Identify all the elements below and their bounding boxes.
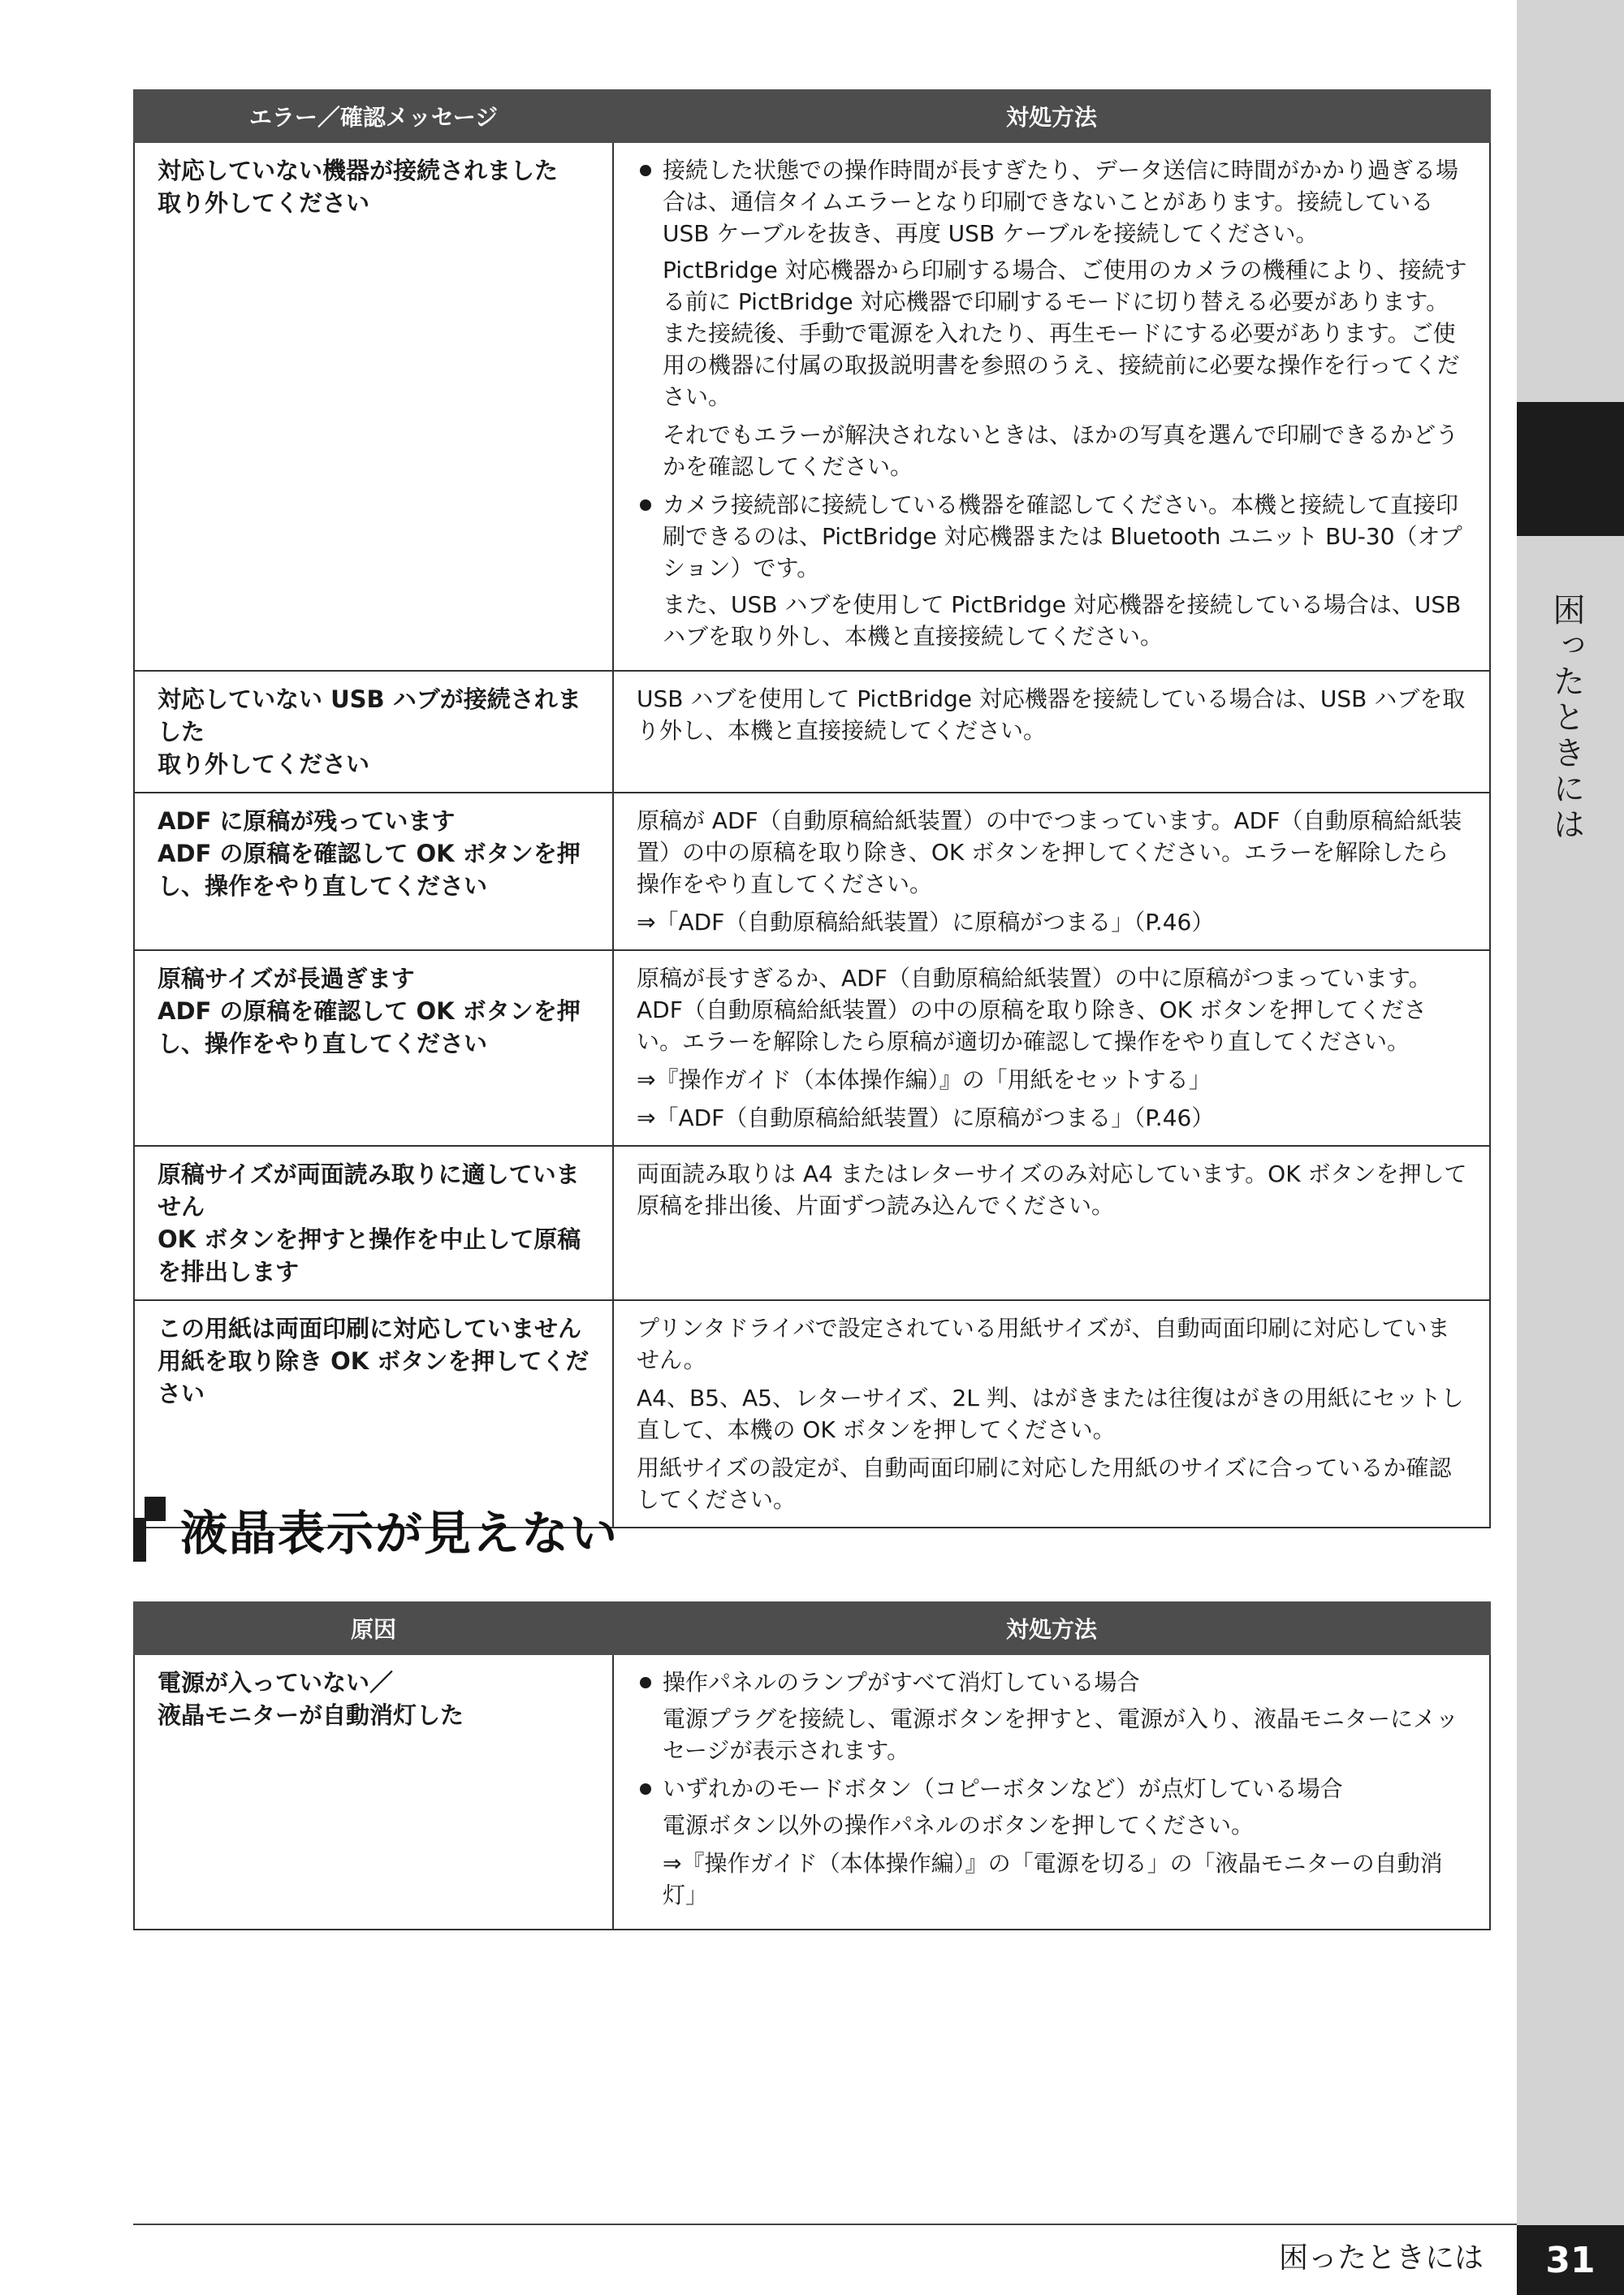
- message-cell: [134, 1654, 613, 1930]
- solution-paragraph: [637, 1452, 1471, 1515]
- message-line: 液晶モニターが自動消灯した: [158, 1701, 464, 1729]
- solution-cell: [613, 1654, 1490, 1930]
- message-line: 対応していない USB ハブが接続されました: [158, 685, 581, 746]
- side-tab-label: 困ったときには: [1548, 593, 1585, 843]
- solution-text: ⇒『操作ガイド（本体操作編）』の「用紙をセットする」: [637, 1066, 1212, 1093]
- message-cell: [134, 793, 613, 950]
- message-line: 原稿サイズが長過ぎます: [158, 965, 415, 992]
- section-marker-icon: [133, 1497, 169, 1562]
- message-cell: [134, 671, 613, 793]
- solution-text: また、USB ハブを使用して PictBridge 対応機器を接続している場合は、USB ハブを取り外し、本機と直接接続してください。: [663, 591, 1462, 650]
- table-row: [134, 1654, 1490, 1930]
- solution-text: ⇒『操作ガイド（本体操作編）』の「電源を切る」の「液晶モニターの自動消灯」: [663, 1850, 1443, 1908]
- solution-paragraph: [637, 254, 1471, 413]
- solution-text: 接続した状態での操作時間が長すぎたり、データ送信に時間がかかり過ぎる場合は、通信タイムエラーとなり印刷できないことがあります。接続しているUSB ケーブルを抜き、再度 USB ケーブルを接続してください。: [663, 157, 1459, 247]
- table-row: [134, 950, 1490, 1146]
- footer-rule: [133, 2224, 1517, 2225]
- message-line: 取り外してください: [158, 750, 370, 778]
- bullet-item: [637, 154, 1471, 249]
- solution-text: 用紙サイズの設定が、自動両面印刷に対応した用紙のサイズに合っているか確認してください。: [637, 1454, 1452, 1513]
- solution-paragraph: [637, 683, 1471, 746]
- solution-cell: [613, 950, 1490, 1146]
- bullet-icon: [640, 499, 651, 511]
- message-line: 原稿サイズが両面読み取りに適していません: [158, 1160, 580, 1221]
- solution-text: 原稿が ADF（自動原稿給紙装置）の中でつまっています。ADF（自動原稿給紙装置）の中の原稿を取り除き、OK ボタンを押してください。エラーを解除したら操作をやり直してください。: [637, 807, 1462, 897]
- section-title: 液晶表示が見えない: [180, 1506, 620, 1561]
- solution-text: 原稿が長すぎるか、ADF（自動原稿給紙装置）の中に原稿がつまっています。ADF（自動原稿給紙装置）の中の原稿を取り除き、OK ボタンを押してください。エラーを解除したら原稿が適切か確認して操作をやり直してください。: [637, 965, 1432, 1055]
- column-header-solution: 対処方法: [613, 90, 1490, 142]
- solution-paragraph: [637, 1809, 1471, 1841]
- error-message-table: [133, 89, 1491, 1528]
- table-row: [134, 142, 1490, 671]
- lcd-cause-table: [133, 1601, 1491, 1930]
- solution-cell: [613, 671, 1490, 793]
- side-tab-strip: [1517, 0, 1624, 2295]
- solution-text: プリンタドライバで設定されている用紙サイズが、自動両面印刷に対応していません。: [637, 1315, 1450, 1373]
- column-header-message: エラー／確認メッセージ: [134, 90, 613, 142]
- message-line: 電源が入っていない／: [158, 1669, 394, 1696]
- table-row: [134, 793, 1490, 950]
- solution-text: いずれかのモードボタン（コピーボタンなど）が点灯している場合: [663, 1775, 1343, 1802]
- solution-cell: [613, 1300, 1490, 1528]
- solution-text: ⇒「ADF（自動原稿給紙装置）に原稿がつまる」（P.46）: [637, 1104, 1215, 1131]
- solution-cell: [613, 793, 1490, 950]
- solution-text: カメラ接続部に接続している機器を確認してください。本機と接続して直接印刷できるのは、PictBridge 対応機器または Bluetooth ユニット BU-30（オプション）です。: [663, 491, 1462, 581]
- solution-text: 電源ボタン以外の操作パネルのボタンを押してください。: [663, 1812, 1255, 1839]
- solution-paragraph: [637, 1312, 1471, 1376]
- page-number: 31: [1517, 2225, 1624, 2295]
- solution-text: それでもエラーが解決されないときは、ほかの写真を選んで印刷できるかどうかを確認してください。: [663, 421, 1459, 480]
- message-line: 対応していない機器が接続されました: [158, 157, 559, 184]
- solution-cell: [613, 1146, 1490, 1300]
- bullet-icon: [640, 1783, 651, 1795]
- solution-text: ⇒「ADF（自動原稿給紙装置）に原稿がつまる」（P.46）: [637, 909, 1215, 936]
- solution-text: USB ハブを使用して PictBridge 対応機器を接続している場合は、USB ハブを取り外し、本機と直接接続してください。: [637, 685, 1466, 744]
- message-line: 用紙を取り除き OK ボタンを押してください: [158, 1347, 590, 1407]
- section-heading: [133, 1493, 619, 1566]
- column-header-solution: 対処方法: [613, 1602, 1490, 1654]
- solution-paragraph: [637, 1382, 1471, 1446]
- solution-text: PictBridge 対応機器から印刷する場合、ご使用のカメラの機種により、接続する前に PictBridge 対応機器で印刷するモードに切り替える必要があります。また接続後、手動で電源を入れたり、再生モードにする必要があります。ご使用の機器に付属の取扱説明書を参照のうえ、接続前に必要な操作を行ってください。: [663, 257, 1467, 410]
- solution-paragraph: [637, 906, 1471, 938]
- solution-paragraph: [637, 1102, 1471, 1134]
- side-tab-marker: [1517, 402, 1624, 536]
- message-line: ADF の原稿を確認して OK ボタンを押し、操作をやり直してください: [158, 840, 581, 900]
- column-header-cause: 原因: [134, 1602, 613, 1654]
- message-cell: [134, 1146, 613, 1300]
- solution-paragraph: [637, 962, 1471, 1057]
- message-cell: [134, 142, 613, 671]
- solution-paragraph: [637, 805, 1471, 900]
- solution-paragraph: [637, 419, 1471, 482]
- bullet-item: [637, 489, 1471, 584]
- table-row: [134, 671, 1490, 793]
- message-line: ADF に原稿が残っています: [158, 807, 456, 835]
- solution-text: 両面読み取りは A4 またはレターサイズのみ対応しています。OK ボタンを押して原稿を排出後、片面ずつ読み込んでください。: [637, 1160, 1467, 1219]
- message-line: OK ボタンを押すと操作を中止して原稿を排出します: [158, 1225, 581, 1286]
- solution-paragraph: [637, 1848, 1471, 1911]
- message-line: この用紙は両面印刷に対応していません: [158, 1315, 582, 1342]
- solution-text: 電源プラグを接続し、電源ボタンを押すと、電源が入り、液晶モニターにメッセージが表示されます。: [663, 1705, 1459, 1764]
- solution-paragraph: [637, 589, 1471, 652]
- solution-paragraph: [637, 1703, 1471, 1766]
- table-row: [134, 1146, 1490, 1300]
- message-line: 取り外してください: [158, 189, 370, 217]
- solution-text: A4、B5、A5、レターサイズ、2L 判、はがきまたは往復はがきの用紙にセットし直して、本機の OK ボタンを押してください。: [637, 1385, 1464, 1443]
- solution-paragraph: [637, 1158, 1471, 1221]
- solution-cell: [613, 142, 1490, 671]
- message-line: ADF の原稿を確認して OK ボタンを押し、操作をやり直してください: [158, 997, 581, 1057]
- bullet-item: [637, 1666, 1471, 1698]
- bullet-icon: [640, 1677, 651, 1688]
- footer-section-name: 困ったときには: [1279, 2241, 1484, 2275]
- solution-paragraph: [637, 1064, 1471, 1096]
- bullet-icon: [640, 165, 651, 176]
- solution-text: 操作パネルのランプがすべて消灯している場合: [663, 1669, 1140, 1696]
- message-cell: [134, 950, 613, 1146]
- bullet-item: [637, 1773, 1471, 1804]
